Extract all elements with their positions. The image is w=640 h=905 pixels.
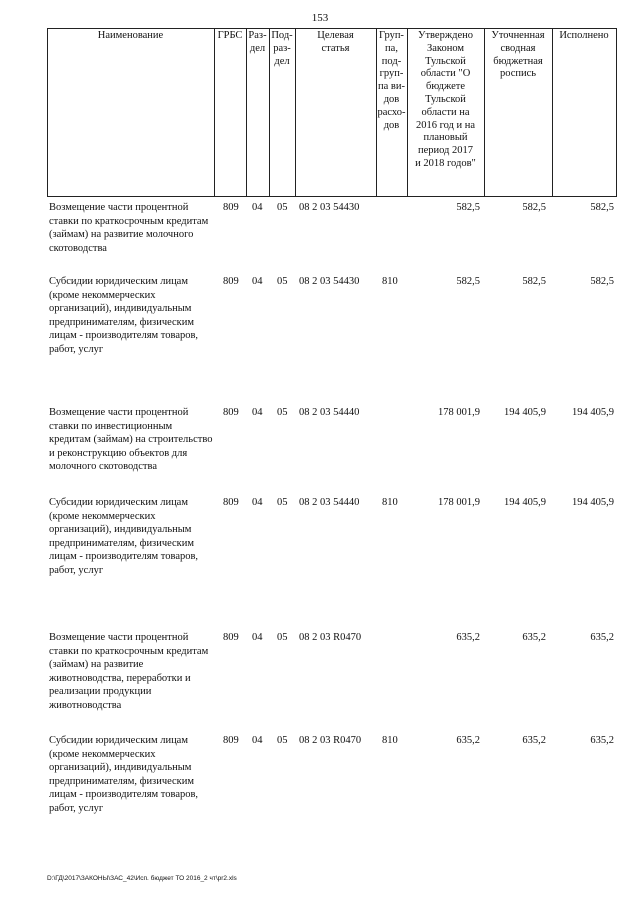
cell-grbs: 809 xyxy=(223,407,239,418)
cell-refined: 194 405,9 xyxy=(504,497,546,508)
cell-podrazdel: 05 xyxy=(277,276,288,287)
header-target: Целевая статья xyxy=(317,30,354,54)
cell-razdel: 04 xyxy=(252,407,263,418)
cell-podrazdel: 05 xyxy=(277,632,288,643)
cell-group: 810 xyxy=(382,735,398,746)
cell-executed: 194 405,9 xyxy=(572,497,614,508)
cell-name: Возмещение части процентной ставки по краткосрочным кредитам (займам) на развитие животноводства, переработки и реализации продукции животноводства xyxy=(49,632,209,711)
cell-executed: 582,5 xyxy=(590,202,614,213)
cell-group: 810 xyxy=(382,276,398,287)
cell-grbs: 809 xyxy=(223,632,239,643)
cell-target: 08 2 03 54440 xyxy=(299,407,360,418)
file-path-footer: D:\ГД\2017\ЗАКОНЫ\ЗАС_42\Исп. бюджет ТО 2016_2 чт\pr2.xls xyxy=(47,875,237,882)
cell-razdel: 04 xyxy=(252,276,263,287)
cell-approved: 178 001,9 xyxy=(438,407,480,418)
cell-grbs: 809 xyxy=(223,202,239,213)
cell-name: Возмещение части процентной ставки по краткосрочным кредитам (займам) на развитие молочного скотоводства xyxy=(49,202,209,254)
cell-name: Субсидии юридическим лицам (кроме некоммерческих организаций), индивидуальным предпринимателям, физическим лицам - производителям товаров, работ, услуг xyxy=(49,497,199,576)
cell-grbs: 809 xyxy=(223,735,239,746)
cell-target: 08 2 03 R0470 xyxy=(299,632,362,643)
header-bottom-border xyxy=(47,196,617,197)
cell-grbs: 809 xyxy=(223,276,239,287)
header-top-border xyxy=(47,28,617,29)
header-executed: Исполнено xyxy=(559,30,609,41)
header-divider xyxy=(616,28,617,197)
cell-executed: 194 405,9 xyxy=(572,407,614,418)
cell-executed: 635,2 xyxy=(590,632,614,643)
header-name: Наименование xyxy=(97,30,164,41)
cell-target: 08 2 03 54430 xyxy=(299,276,360,287)
cell-refined: 635,2 xyxy=(522,632,546,643)
cell-target: 08 2 03 R0470 xyxy=(299,735,362,746)
header-refined: Уточненная сводная бюджетная роспись xyxy=(491,30,545,80)
cell-approved: 582,5 xyxy=(456,276,480,287)
cell-razdel: 04 xyxy=(252,497,263,508)
cell-target: 08 2 03 54440 xyxy=(299,497,360,508)
header-razdel: Раз- дел xyxy=(248,30,267,54)
cell-executed: 635,2 xyxy=(590,735,614,746)
header-group: Груп- па, под- груп- па ви- дов расхо- дов xyxy=(377,30,406,131)
cell-approved: 582,5 xyxy=(456,202,480,213)
cell-podrazdel: 05 xyxy=(277,202,288,213)
header-divider xyxy=(214,28,215,197)
cell-refined: 194 405,9 xyxy=(504,407,546,418)
cell-name: Субсидии юридическим лицам (кроме некоммерческих организаций), индивидуальным предпринимателям, физическим лицам - производителям товаров, работ, услуг xyxy=(49,276,199,355)
cell-razdel: 04 xyxy=(252,632,263,643)
cell-razdel: 04 xyxy=(252,202,263,213)
cell-approved: 635,2 xyxy=(456,735,480,746)
cell-name: Субсидии юридическим лицам (кроме некоммерческих организаций), индивидуальным предпринимателям, физическим лицам - производителям товаров, работ, услуг xyxy=(49,735,199,814)
header-divider xyxy=(552,28,553,197)
cell-approved: 635,2 xyxy=(456,632,480,643)
cell-refined: 582,5 xyxy=(522,202,546,213)
cell-podrazdel: 05 xyxy=(277,735,288,746)
cell-razdel: 04 xyxy=(252,735,263,746)
header-podrazdel: Под- раз- дел xyxy=(271,30,293,67)
table-header xyxy=(47,28,617,197)
cell-refined: 582,5 xyxy=(522,276,546,287)
header-grbs: ГРБС xyxy=(217,30,243,41)
cell-name: Возмещение части процентной ставки по инвестиционным кредитам (займам) на строительство и реконструкцию объектов для молочного скотоводства xyxy=(49,407,213,472)
cell-executed: 582,5 xyxy=(590,276,614,287)
cell-grbs: 809 xyxy=(223,497,239,508)
header-divider xyxy=(47,28,48,197)
header-approved: Утверждено Законом Тульской области "О бюджете Тульской области на 2016 год и на плановый период 2017 и 2018 годов" xyxy=(415,30,476,169)
cell-podrazdel: 05 xyxy=(277,497,288,508)
cell-group: 810 xyxy=(382,497,398,508)
cell-refined: 635,2 xyxy=(522,735,546,746)
cell-approved: 178 001,9 xyxy=(438,497,480,508)
page-number: 153 xyxy=(311,12,329,24)
cell-target: 08 2 03 54430 xyxy=(299,202,360,213)
cell-podrazdel: 05 xyxy=(277,407,288,418)
